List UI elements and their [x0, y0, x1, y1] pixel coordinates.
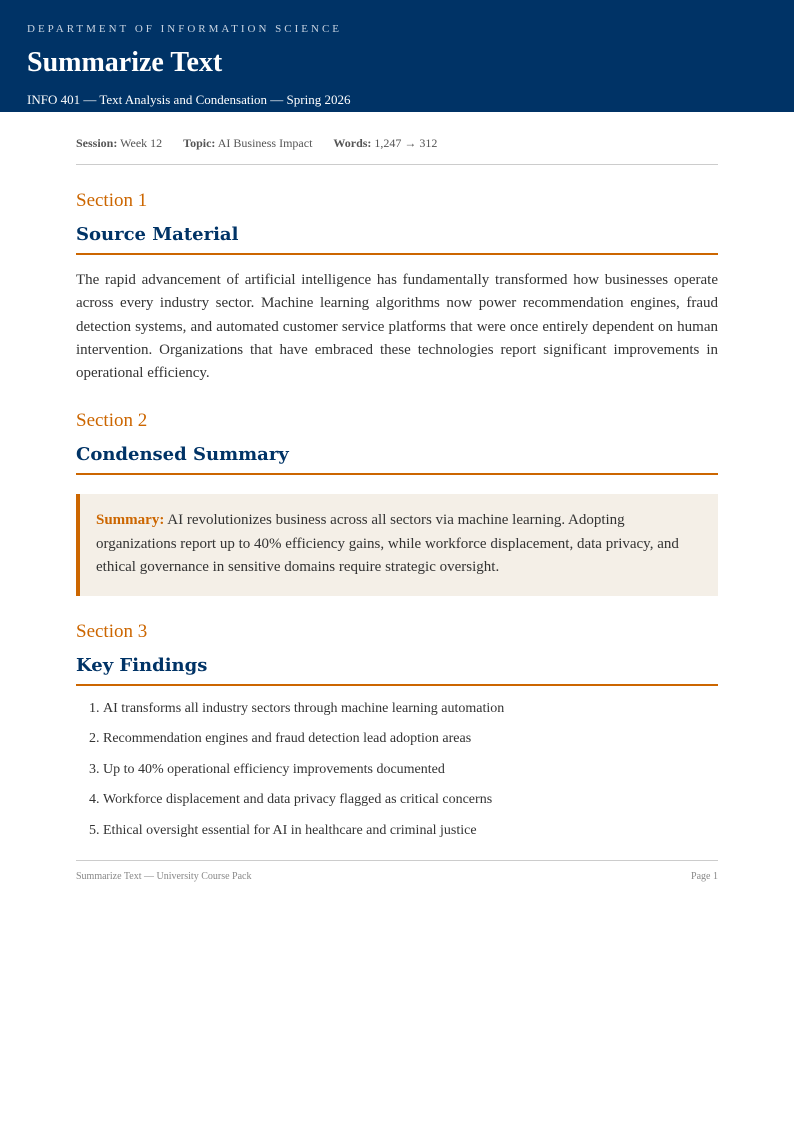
- section-1-title: Source Material: [76, 225, 718, 255]
- session-value: Week 12: [120, 136, 163, 150]
- page-number: Page 1: [691, 870, 718, 882]
- page-footer: [76, 860, 718, 882]
- meta-words: [333, 136, 437, 150]
- section-1-label: Section 1: [76, 190, 148, 211]
- finding-item: 4. Workforce displacement and data privacy flagged as critical concerns: [103, 791, 718, 809]
- words-value: 1,247 → 312: [374, 136, 438, 150]
- finding-item: 5. Ethical oversight essential for AI in healthcare and criminal justice: [103, 822, 718, 840]
- main-content: [76, 112, 718, 882]
- section-3-title: Key Findings: [76, 656, 718, 686]
- section-3-label: Section 3: [76, 620, 148, 642]
- key-findings-list: [76, 700, 718, 840]
- topic-value: AI Business Impact: [217, 136, 313, 150]
- meta-session: [76, 136, 162, 150]
- department-name: DEPARTMENT OF INFORMATION SCIENCE: [27, 23, 343, 35]
- summary-text: AI revolutionizes business across all sectors via machine learning. Adopting organizations report up to 40% efficiency gains, while workforce displacement, data privacy, and ethical governance in sensitive domains require strategic oversight.: [96, 512, 679, 576]
- footer-left: Summarize Text — University Course Pack: [76, 870, 252, 882]
- section-2-label: Section 2: [76, 410, 148, 432]
- topic-label: Topic:: [183, 136, 216, 150]
- page-title: Summarize Text: [27, 47, 223, 78]
- finding-item: 3. Up to 40% operational efficiency improvements documented: [103, 761, 718, 779]
- course-subtitle: INFO 401 — Text Analysis and Condensation — Spring 2026: [27, 92, 351, 107]
- meta-bar: [76, 112, 718, 165]
- page-header: [0, 0, 794, 112]
- section-2-title: Condensed Summary: [76, 445, 718, 475]
- source-material-text: The rapid advancement of artificial intelligence has fundamentally transformed how businesses operate across every industry sector. Machine learning algorithms now power recommendation engines, fraud detection systems, and automated customer service platforms that were once entirely dependent on human intervention. Organizations that have embraced these technologies report significant improvements in operational efficiency.: [76, 272, 718, 382]
- words-label: Words:: [333, 136, 372, 150]
- meta-topic: [183, 136, 312, 150]
- finding-item: 1. AI transforms all industry sectors through machine learning automation: [103, 700, 718, 718]
- summary-callout: [76, 494, 718, 596]
- summary-label: Summary:: [96, 512, 165, 529]
- finding-item: 2. Recommendation engines and fraud detection lead adoption areas: [103, 730, 718, 748]
- session-label: Session:: [76, 136, 118, 150]
